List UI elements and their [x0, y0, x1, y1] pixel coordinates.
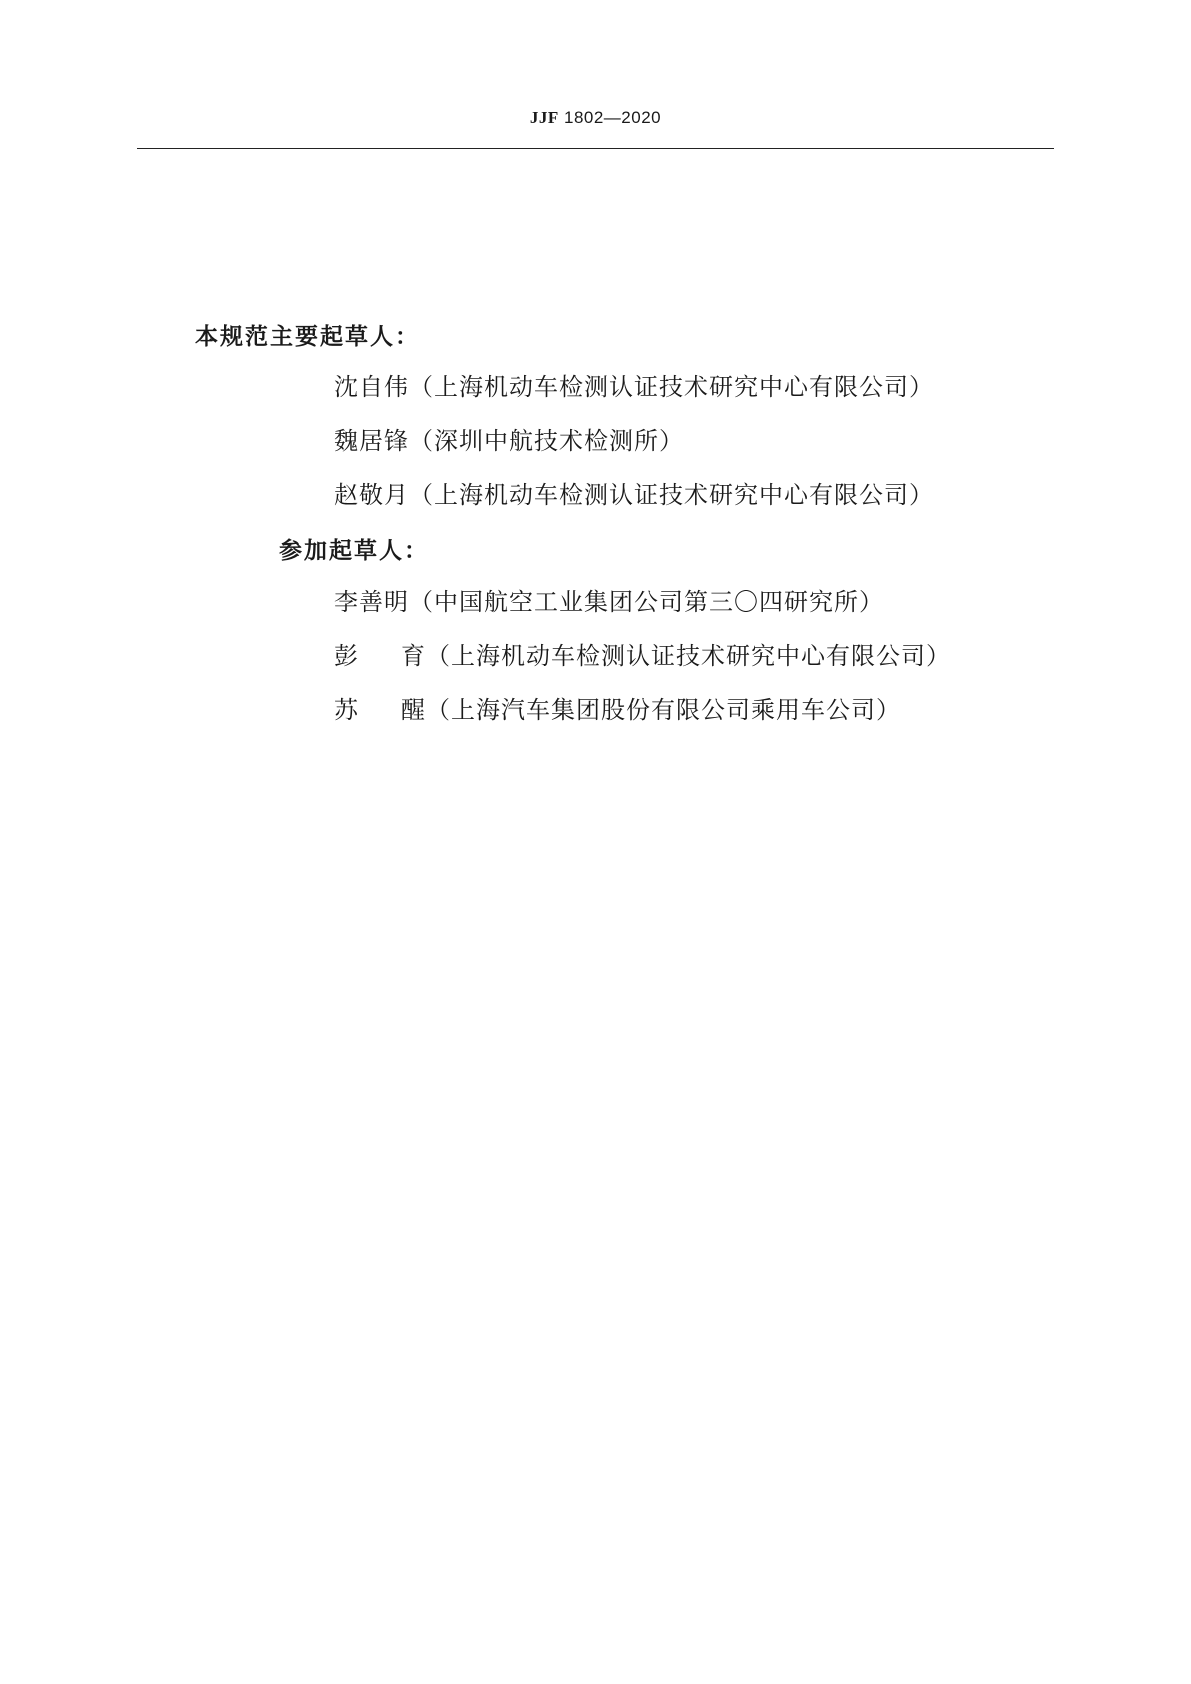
drafter-name [334, 690, 426, 725]
drafter-row [334, 690, 901, 725]
page-header [0, 108, 1191, 128]
drafter-org: （上海汽车集团股份有限公司乘用车公司） [426, 696, 901, 724]
drafter-row [334, 582, 884, 617]
drafter-org: （上海机动车检测认证技术研究中心有限公司） [409, 481, 934, 509]
drafter-name-part: 彭 [334, 642, 359, 670]
drafter-name-part: 醒 [401, 696, 426, 724]
drafter-name: 李善明 [334, 588, 409, 616]
drafter-row [334, 367, 934, 402]
standard-code-prefix: JJF [529, 108, 559, 127]
drafter-row [334, 636, 951, 671]
drafter-org: （上海机动车检测认证技术研究中心有限公司） [426, 642, 951, 670]
participating-drafters-heading: 参加起草人： [279, 538, 429, 564]
header-divider [137, 148, 1054, 149]
standard-code-number: 1802—2020 [563, 108, 662, 127]
drafter-name: 魏居锋 [334, 427, 409, 455]
drafter-name: 沈自伟 [334, 373, 409, 401]
drafter-org: （上海机动车检测认证技术研究中心有限公司） [409, 373, 934, 401]
drafter-row [334, 475, 934, 510]
drafter-name [334, 636, 426, 671]
drafter-name-part: 育 [401, 642, 426, 670]
drafter-org: （中国航空工业集团公司第三〇四研究所） [409, 588, 884, 616]
drafter-row [334, 421, 684, 456]
drafter-org: （深圳中航技术检测所） [409, 427, 684, 455]
drafter-name-part: 苏 [334, 696, 359, 724]
drafter-name: 赵敬月 [334, 481, 409, 509]
main-drafters-heading: 本规范主要起草人： [195, 324, 420, 350]
